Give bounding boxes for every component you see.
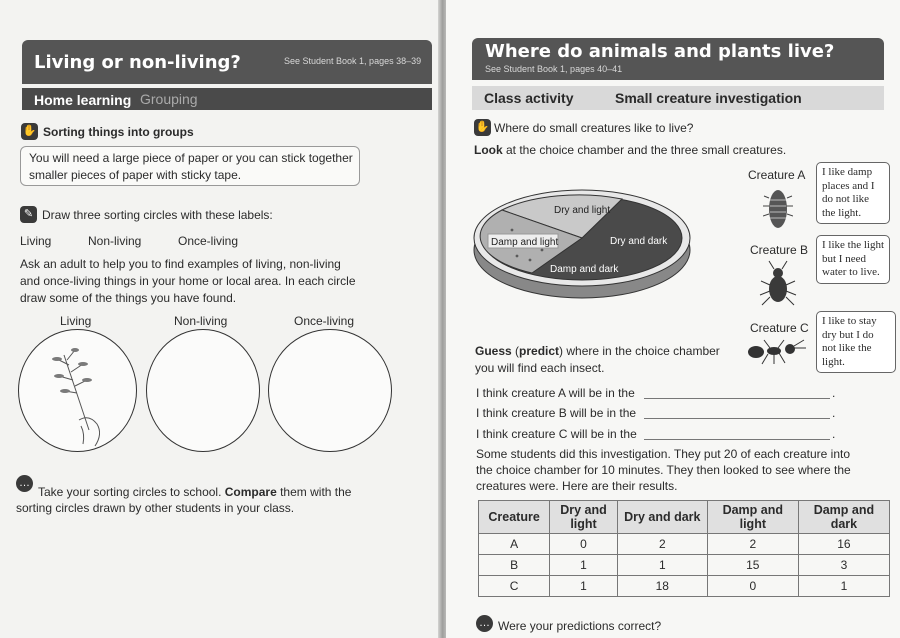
- left-book-ref: See Student Book 1, pages 38–39: [284, 56, 422, 66]
- results-line-1: Some students did this investigation. They put 20 of each creature into: [476, 447, 851, 461]
- left-section-topic: Grouping: [140, 91, 198, 107]
- think-a: I think creature A will be in the: [476, 386, 635, 400]
- label-once-living: Once-living: [178, 234, 239, 248]
- answer-line-c[interactable]: [644, 439, 830, 440]
- hand-icon: ✋: [21, 123, 38, 140]
- table-cell: 3: [798, 555, 889, 576]
- dot-b: .: [832, 406, 836, 420]
- right-section-label: Class activity: [484, 90, 574, 106]
- creature-a-label: Creature A: [748, 168, 806, 182]
- table-cell: 18: [617, 576, 707, 597]
- circle-label-non-living: Non-living: [174, 314, 228, 328]
- look-rest: at the choice chamber and the three small creatures.: [502, 143, 787, 157]
- para-line-2: and once-living things in your home or local area. In each circle: [20, 274, 356, 288]
- table-header-row: [479, 501, 890, 534]
- guess-rest: ) where in the choice chamber: [559, 344, 720, 358]
- table-header: Dry and dark: [617, 501, 707, 534]
- think-b: I think creature B will be in the: [476, 406, 637, 420]
- note-line-1: You will need a large piece of paper or you can stick together: [29, 151, 353, 165]
- compare-line-2: sorting circles drawn by other students in your class.: [16, 501, 295, 515]
- creature-b-speech: I like the light but I need water to live.: [816, 235, 890, 284]
- look-bold: Look: [474, 143, 503, 157]
- table-header: Damp and light: [707, 501, 798, 534]
- compare-post: them with the: [276, 485, 352, 499]
- compare-bold: Compare: [224, 485, 277, 499]
- table-header: Damp and dark: [798, 501, 889, 534]
- table-row: [479, 534, 890, 555]
- table-cell: 1: [550, 555, 618, 576]
- answer-line-b[interactable]: [644, 418, 830, 419]
- compare-pre: Take your sorting circles to school.: [38, 485, 225, 499]
- final-question: Were your predictions correct?: [498, 619, 662, 633]
- table-row: [479, 555, 890, 576]
- plant-in-hand-icon: [19, 330, 136, 451]
- creature-c-label: Creature C: [750, 321, 809, 335]
- dot-a: .: [832, 386, 836, 400]
- compare-line-1: [38, 484, 351, 501]
- guess-line-1: [475, 343, 720, 360]
- sorting-circle-living: [18, 329, 137, 452]
- instruction-text: Draw three sorting circles with these labels:: [42, 208, 273, 222]
- woodlouse-icon: [763, 184, 793, 234]
- chamber-damp-dark: Damp and dark: [550, 264, 619, 275]
- creature-c-speech: I like to stay dry but I do not like the light.: [816, 311, 896, 373]
- hand-icon: ✋: [474, 119, 491, 136]
- table-cell: 2: [707, 534, 798, 555]
- left-title-banner: [22, 40, 432, 84]
- guess-paren: (: [511, 344, 520, 358]
- ant-icon: [746, 336, 810, 366]
- right-page: [446, 0, 900, 638]
- results-line-2: the choice chamber for 10 minutes. They then looked to see where the: [476, 463, 851, 477]
- table-cell: 0: [550, 534, 618, 555]
- table-cell: 16: [798, 534, 889, 555]
- circle-label-once-living: Once-living: [294, 314, 355, 328]
- table-cell: 2: [617, 534, 707, 555]
- right-title-banner: [472, 38, 884, 80]
- results-line-3: creatures were. Here are their results.: [476, 479, 678, 493]
- speech-bubble-icon: …: [16, 475, 33, 492]
- right-page-title: Where do animals and plants live?: [485, 41, 835, 62]
- table-cell: 1: [617, 555, 707, 576]
- look-text: [474, 142, 786, 159]
- right-section-bar: [472, 86, 884, 110]
- chamber-damp-light: Damp and light: [491, 237, 559, 248]
- para-line-3: draw some of the things you have found.: [20, 291, 237, 305]
- materials-note: [20, 146, 360, 186]
- answer-line-a[interactable]: [644, 398, 830, 399]
- left-page: [0, 0, 440, 638]
- chamber-dry-dark: Dry and dark: [610, 236, 668, 247]
- table-cell: 0: [707, 576, 798, 597]
- table-cell: 1: [798, 576, 889, 597]
- creature-a-speech: I like damp places and I do not like the light.: [816, 162, 890, 224]
- results-table: [478, 500, 890, 597]
- sorting-circle-non-living: [146, 329, 260, 452]
- label-living: Living: [20, 234, 52, 248]
- chamber-dry-light: Dry and light: [554, 205, 611, 216]
- left-section-label: Home learning: [34, 92, 132, 108]
- dot-c: .: [832, 427, 836, 441]
- table-cell: C: [479, 576, 550, 597]
- table-cell: 1: [550, 576, 618, 597]
- speech-bubble-icon: …: [476, 615, 493, 632]
- table-cell: A: [479, 534, 550, 555]
- table-header: Creature: [479, 501, 550, 534]
- table-cell: 15: [707, 555, 798, 576]
- note-line-2: smaller pieces of paper with sticky tape.: [29, 168, 242, 182]
- table-header: Dry and light: [550, 501, 618, 534]
- circle-label-living: Living: [60, 314, 92, 328]
- right-book-ref: See Student Book 1, pages 40–41: [485, 64, 623, 74]
- guess-bold: Guess: [475, 344, 512, 358]
- think-c: I think creature C will be in the: [476, 427, 637, 441]
- left-heading: Sorting things into groups: [43, 125, 194, 139]
- guess-line-2: you will find each insect.: [475, 361, 605, 375]
- right-section-topic: Small creature investigation: [615, 90, 802, 106]
- pencil-icon: ✎: [20, 206, 37, 223]
- choice-chamber-diagram: [472, 168, 702, 308]
- para-line-1: Ask an adult to help you to find examples of living, non-living: [20, 257, 341, 271]
- predict-bold: predict: [519, 344, 560, 358]
- creature-b-label: Creature B: [750, 243, 809, 257]
- left-section-bar: [22, 88, 432, 110]
- table-row: [479, 576, 890, 597]
- left-page-title: Living or non-living?: [34, 52, 241, 73]
- sorting-circle-once-living: [268, 329, 392, 452]
- beetle-icon: [758, 259, 798, 309]
- table-cell: B: [479, 555, 550, 576]
- right-question: Where do small creatures like to live?: [494, 121, 694, 135]
- label-non-living: Non-living: [88, 234, 142, 248]
